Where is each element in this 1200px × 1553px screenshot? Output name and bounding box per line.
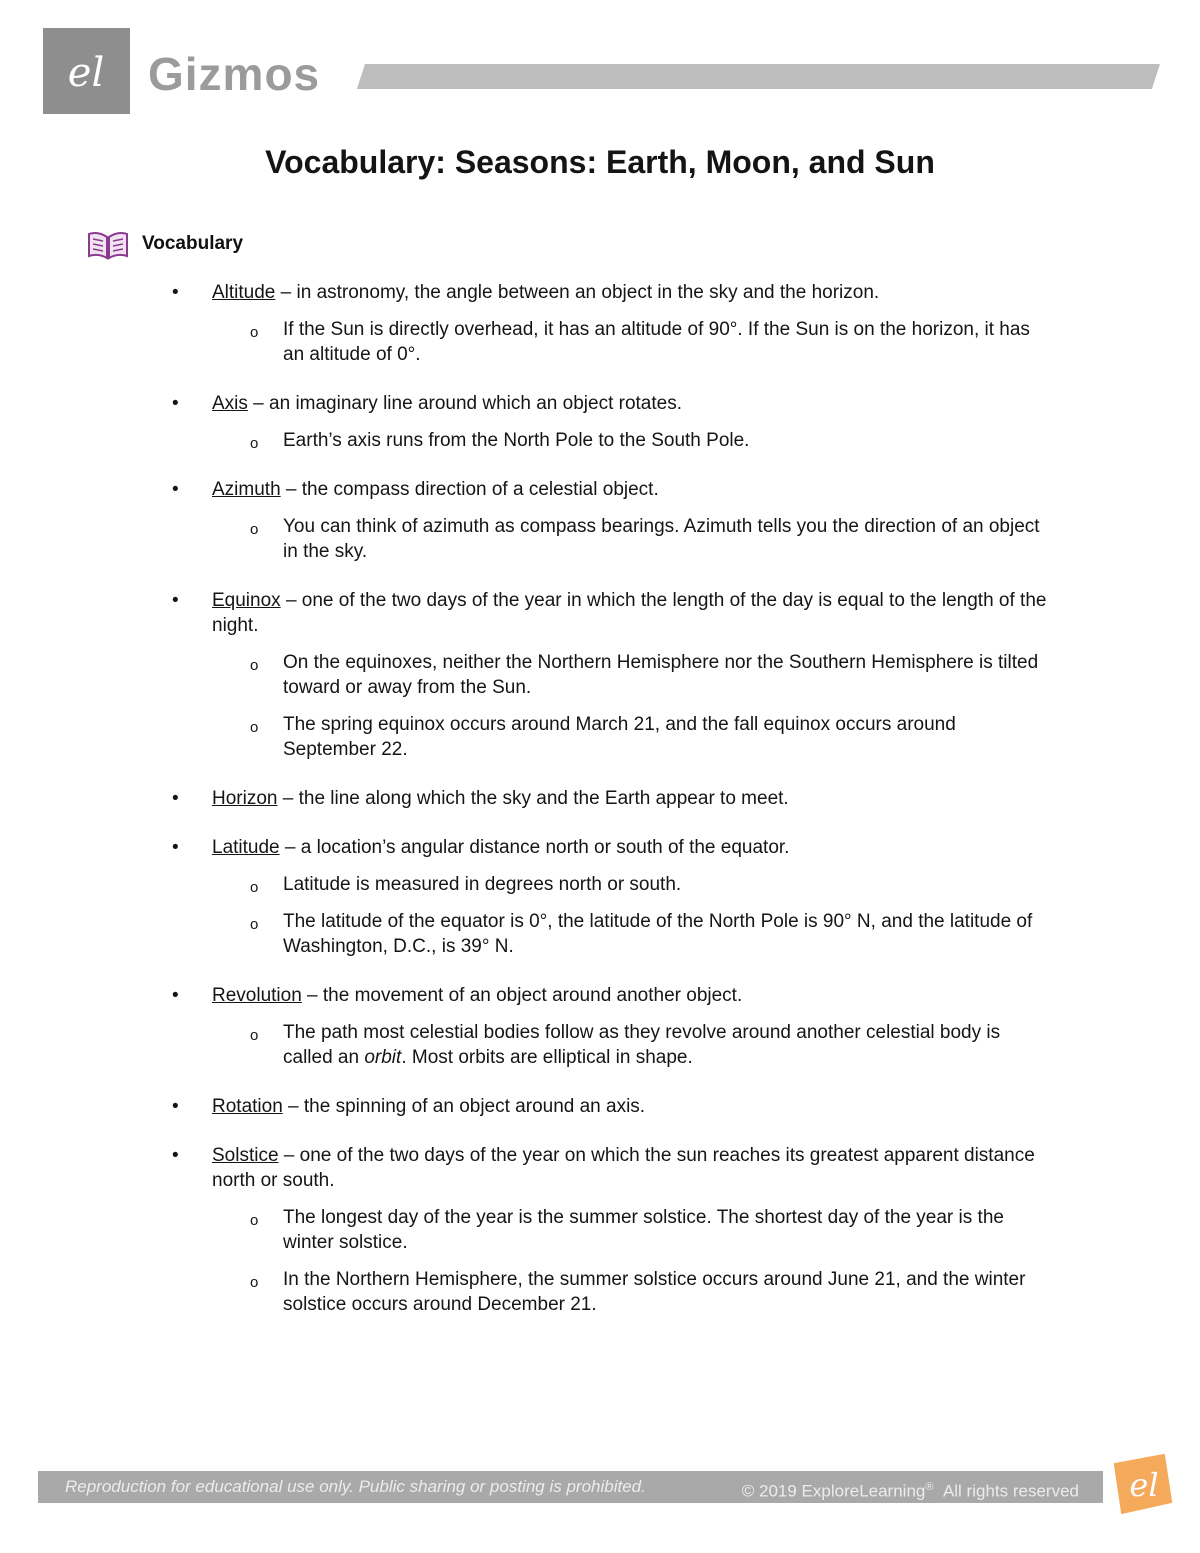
term-line [0,835,1052,860]
note-text: Earth’s axis runs from the North Pole to the South Pole. [283,430,750,451]
term-notes [0,428,1200,453]
term-definition: – a location’s angular distance north or south of the equator. [279,837,790,858]
term-definition: – in astronomy, the angle between an object in the sky and the horizon. [275,282,880,303]
term-name: Azimuth [212,479,281,500]
page-header [0,0,1200,130]
term-name: Altitude [212,282,276,303]
term-definition: – the spinning of an object around an axis. [282,1096,646,1117]
term-line [0,1094,1052,1119]
registered-mark: ® [925,1481,934,1493]
svg-text:el: el [1129,1466,1159,1504]
vocab-term-axis [0,391,1200,453]
term-definition: – the line along which the sky and the Earth appear to meet. [277,788,789,809]
term-line [0,786,1052,811]
term-note [0,514,1053,564]
sub-bullet-icon: o [250,435,259,452]
copyright-text: © 2019 ExploreLearning [741,1481,926,1501]
term-notes [0,650,1200,762]
term-line [0,391,1052,416]
term-name: Solstice [212,1145,279,1166]
explorelearning-badge-icon [1102,1448,1178,1525]
term-name: Equinox [212,590,281,611]
page-footer [38,1471,1103,1503]
vocab-term-latitude [0,835,1200,959]
bullet-icon: • [172,1096,179,1117]
bullet-icon: • [172,985,179,1006]
note-text: The spring equinox occurs around March 21, and the fall equinox occurs around September 22. [283,714,956,760]
footer-notice: Reproduction for educational use only. Public sharing or posting is prohibited. [65,1477,646,1496]
rights-text: All rights reserved [942,1481,1079,1501]
vocab-term-solstice [0,1143,1200,1317]
vocab-term-altitude [0,280,1200,367]
sub-bullet-icon: o [250,1274,259,1291]
note-text: . Most orbits are elliptical in shape. [401,1047,693,1068]
header-accent-bar [357,64,1160,89]
term-note [0,1020,1053,1070]
term-definition: – an imaginary line around which an object rotates. [247,393,682,414]
term-name: Horizon [212,788,278,809]
bullet-icon: • [172,1145,179,1166]
vocab-term-revolution [0,983,1200,1070]
term-line [0,477,1052,502]
term-note [0,317,1053,367]
term-notes [0,317,1200,367]
note-text: Latitude is measured in degrees north or south. [283,874,682,895]
term-note [0,1205,1053,1255]
term-name: Revolution [212,985,302,1006]
term-note [0,909,1053,959]
note-italic-term: orbit [364,1047,402,1068]
term-note [0,650,1053,700]
sub-bullet-icon: o [250,1027,259,1044]
note-text: The path most celestial bodies follow as they revolve around another celestial body is called an [283,1022,1001,1068]
bullet-icon: • [172,479,179,500]
term-notes [0,514,1200,564]
term-note [0,428,1053,453]
term-definition: – one of the two days of the year in which the length of the day is equal to the length of the night. [212,590,1047,636]
vocab-term-horizon [0,786,1200,811]
term-notes [0,872,1200,959]
sub-bullet-icon: o [250,916,259,933]
note-text: On the equinoxes, neither the Northern Hemisphere nor the Southern Hemisphere is tilted toward or away from the Sun. [283,652,1039,698]
bullet-icon: • [172,393,179,414]
note-text: You can think of azimuth as compass bearings. Azimuth tells you the direction of an object in the sky. [283,516,1040,562]
sub-bullet-icon: o [250,719,259,736]
term-note [0,1267,1053,1317]
term-definition: – the compass direction of a celestial object. [280,479,659,500]
note-text: The longest day of the year is the summer solstice. The shortest day of the year is the winter solstice. [283,1207,1004,1253]
sub-bullet-icon: o [250,521,259,538]
term-note [0,872,1053,897]
term-name: Axis [212,393,248,414]
vocab-term-rotation [0,1094,1200,1119]
term-line [0,983,1052,1008]
sub-bullet-icon: o [250,1212,259,1229]
vocab-term-azimuth [0,477,1200,564]
term-definition: – one of the two days of the year on which the sun reaches its greatest apparent distance north or south. [212,1145,1035,1191]
el-logo-icon [43,28,130,114]
sub-bullet-icon: o [250,879,259,896]
brand-name: Gizmos [148,48,321,100]
bullet-icon: • [172,590,179,611]
term-line [0,280,1052,305]
bullet-icon: • [172,282,179,303]
term-notes [0,1205,1200,1317]
footer-copyright [742,1476,1079,1503]
note-text: If the Sun is directly overhead, it has an altitude of 90°. If the Sun is on the horizon, it has an altitude of 0°. [283,319,1030,365]
vocab-term-equinox [0,588,1200,762]
sub-bullet-icon: o [250,657,259,674]
term-name: Rotation [212,1096,283,1117]
bullet-icon: • [172,837,179,858]
sub-bullet-icon: o [250,324,259,341]
term-definition: – the movement of an object around another object. [301,985,743,1006]
vocabulary-list [0,280,1200,1341]
term-line [0,1143,1052,1193]
bullet-icon: • [172,788,179,809]
term-notes [0,1020,1200,1070]
page-title: Vocabulary: Seasons: Earth, Moon, and Sun [265,144,935,180]
note-text: In the Northern Hemisphere, the summer solstice occurs around June 21, and the winter solstice occurs around December 21. [283,1269,1026,1315]
term-name: Latitude [212,837,280,858]
section-label: Vocabulary [142,233,244,254]
svg-text:el: el [67,50,105,96]
note-text: The latitude of the equator is 0°, the latitude of the North Pole is 90° N, and the latitude of Washington, D.C., is 39° N. [283,911,1033,957]
term-line [0,588,1052,638]
open-book-icon [86,228,130,262]
term-note [0,712,1053,762]
